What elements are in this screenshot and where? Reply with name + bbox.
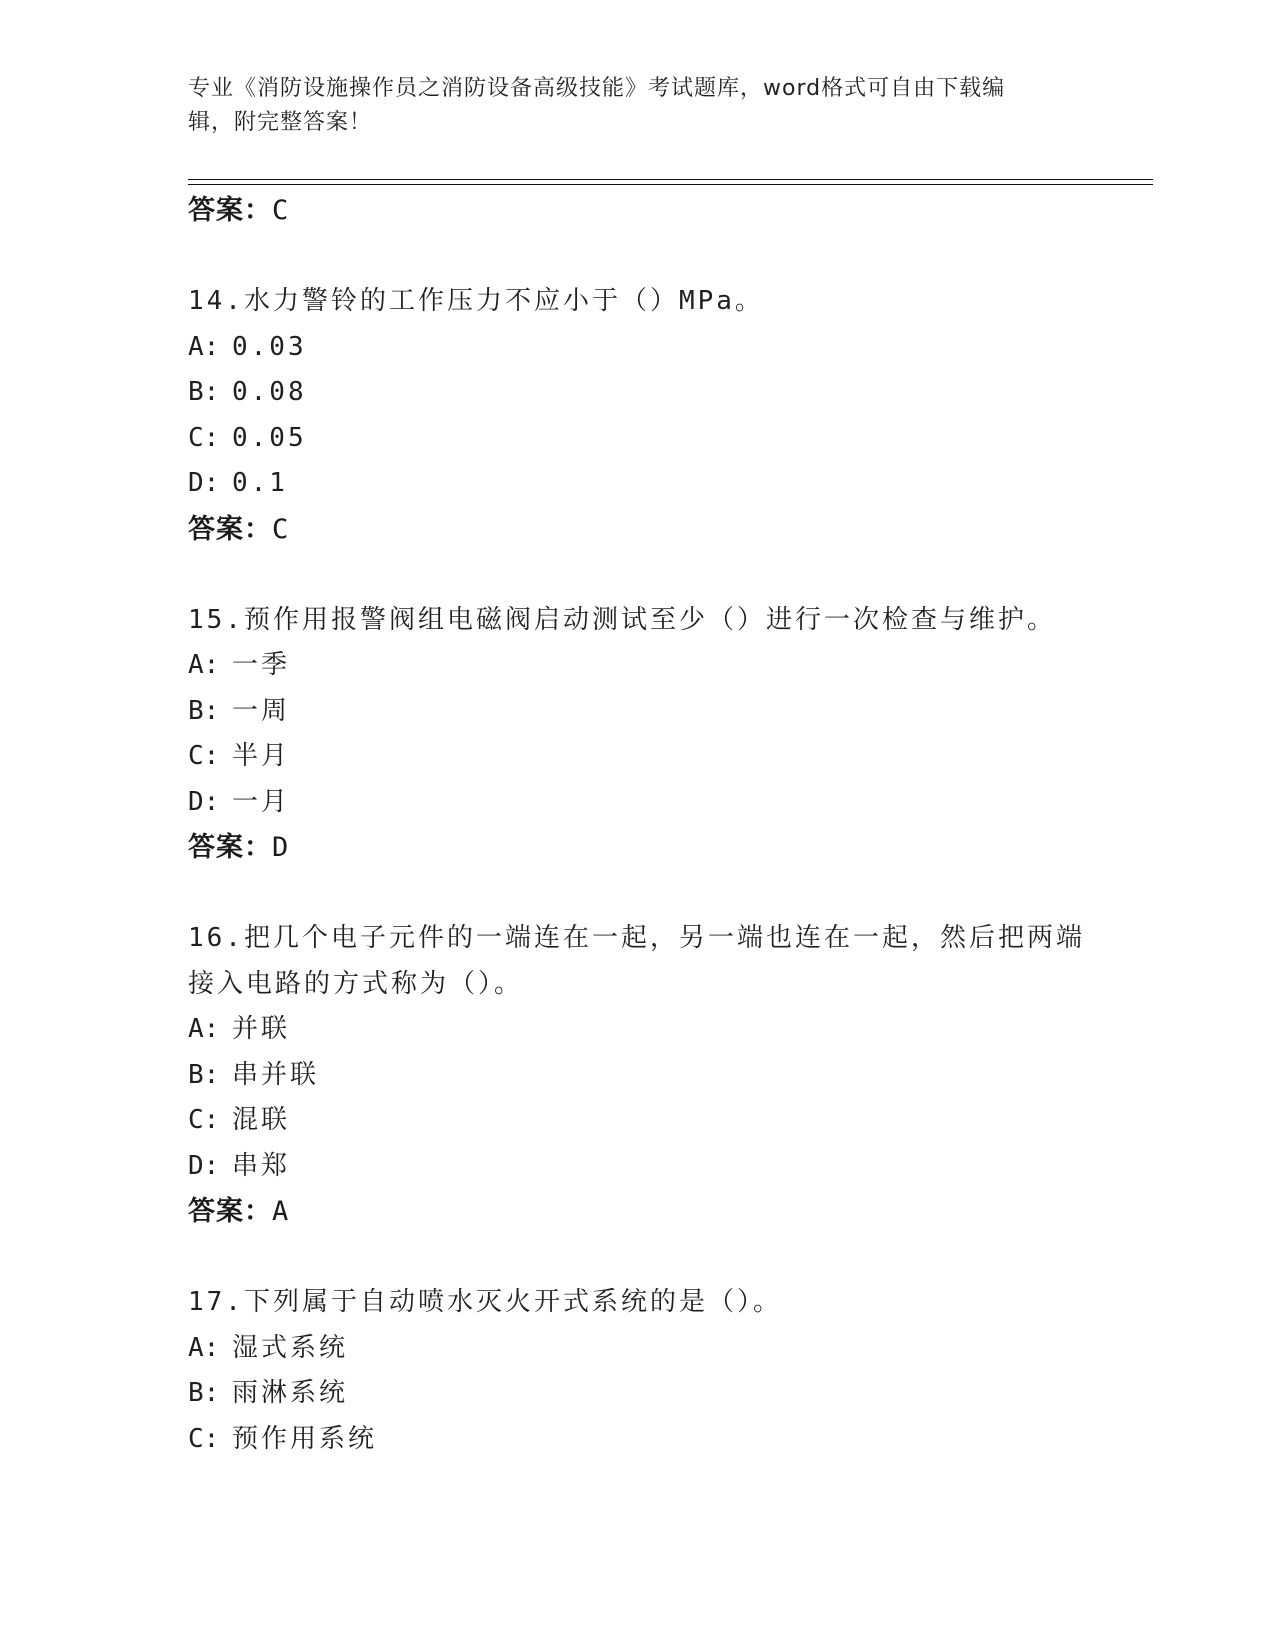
option-b <box>188 1053 1088 1099</box>
option-b <box>188 1371 1088 1417</box>
option-text: 预作用系统 <box>232 1423 378 1454</box>
header-line-1: 专业《消防设施操作员之消防设备高级技能》考试题库，word格式可自由下载编 <box>188 76 1006 101</box>
option-a <box>188 643 1088 689</box>
option-letter: B: <box>188 1378 220 1408</box>
option-c <box>188 416 1088 462</box>
answer-value: C <box>272 195 290 226</box>
question-item <box>188 279 1088 552</box>
option-d <box>188 780 1088 826</box>
answer-value: A <box>272 1196 290 1227</box>
option-b <box>188 370 1088 416</box>
spacer <box>188 1235 1088 1281</box>
option-letter: C: <box>188 422 220 453</box>
option-letter: A: <box>188 1014 220 1044</box>
option-a <box>188 1326 1088 1372</box>
question-text-continued: 接入电路的方式称为（）。 <box>188 968 524 999</box>
answer-line <box>188 825 1088 871</box>
option-c <box>188 1098 1088 1144</box>
option-letter: C: <box>188 1423 220 1454</box>
option-text: 0.1 <box>232 468 288 498</box>
header-rule-bottom <box>188 184 1153 185</box>
question-item <box>188 598 1088 871</box>
question-text: 17.下列属于自动喷水灭火开式系统的是（）。 <box>188 1287 782 1317</box>
option-letter: D: <box>188 786 220 817</box>
option-text: 0.05 <box>232 422 307 453</box>
option-letter: B: <box>188 377 220 407</box>
question-item <box>188 1280 1088 1462</box>
option-text: 雨淋系统 <box>232 1378 349 1408</box>
option-d <box>188 461 1088 507</box>
option-text: 混联 <box>232 1105 291 1135</box>
option-d <box>188 1144 1088 1190</box>
option-text: 0.03 <box>232 331 307 362</box>
spacer <box>188 871 1088 917</box>
question-item <box>188 916 1088 1235</box>
option-text: 并联 <box>232 1014 291 1044</box>
answer-line <box>188 507 1088 553</box>
option-text: 湿式系统 <box>232 1332 349 1363</box>
option-text: 串郑 <box>232 1150 291 1181</box>
option-letter: A: <box>188 331 220 362</box>
header-line-2: 辑，附完整答案！ <box>188 110 373 135</box>
answer-line <box>188 188 1088 234</box>
question-text: 15.预作用报警阀组电磁阀启动测试至少（）进行一次检查与维护。 <box>188 604 1056 635</box>
option-text: 半月 <box>232 741 291 771</box>
option-letter: A: <box>188 1332 220 1363</box>
spacer <box>188 552 1088 598</box>
question-text: 14.水力警铃的工作压力不应小于（）MPa。 <box>188 286 764 316</box>
question-list <box>188 188 1088 1462</box>
answer-value: D <box>272 832 290 863</box>
option-letter: D: <box>188 468 220 498</box>
answer-line <box>188 1189 1088 1235</box>
option-text: 一周 <box>232 695 291 726</box>
option-letter: C: <box>188 741 220 771</box>
header-rule-top <box>188 179 1153 180</box>
option-letter: C: <box>188 1105 220 1135</box>
option-letter: A: <box>188 650 220 680</box>
answer-label: 答案： <box>188 195 272 226</box>
option-letter: D: <box>188 1150 220 1181</box>
option-text: 一月 <box>232 786 291 817</box>
option-letter: B: <box>188 695 220 726</box>
page-header <box>188 72 1088 140</box>
option-a <box>188 325 1088 371</box>
answer-label: 答案： <box>188 1196 272 1227</box>
option-a <box>188 1007 1088 1053</box>
option-b <box>188 689 1088 735</box>
option-text: 一季 <box>232 650 291 680</box>
option-text: 串并联 <box>232 1059 320 1090</box>
option-c <box>188 734 1088 780</box>
spacer <box>188 234 1088 280</box>
option-text: 0.08 <box>232 377 307 407</box>
option-c <box>188 1417 1088 1463</box>
question-text: 16.把几个电子元件的一端连在一起，另一端也连在一起，然后把两端 <box>188 923 1085 953</box>
answer-value: C <box>272 513 290 545</box>
answer-label: 答案： <box>188 513 272 545</box>
answer-label: 答案： <box>188 832 272 863</box>
option-letter: B: <box>188 1059 220 1090</box>
